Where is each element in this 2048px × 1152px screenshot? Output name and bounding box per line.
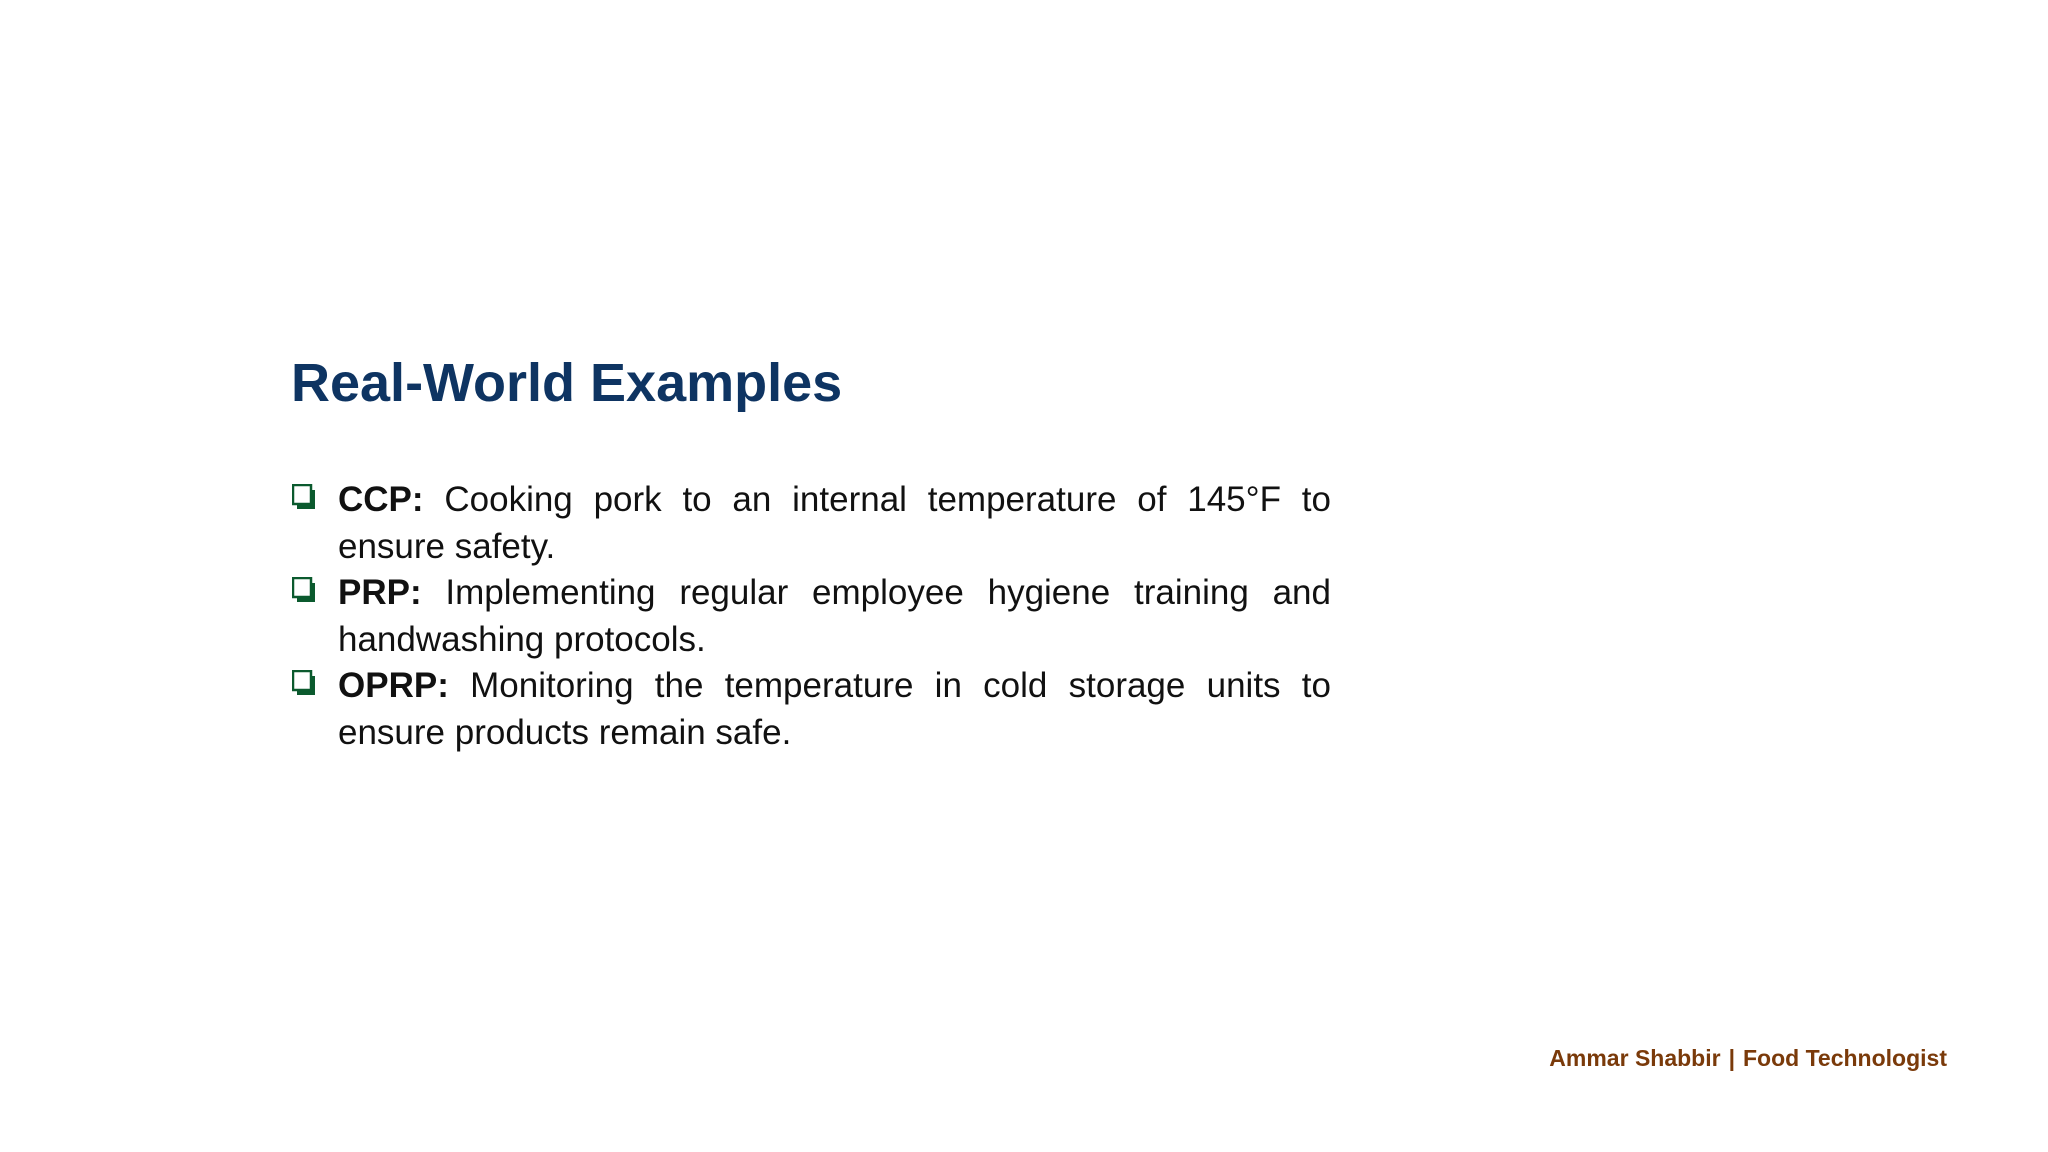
bullet-term: PRP: — [338, 573, 422, 612]
bullet-item-ccp — [291, 477, 1331, 570]
bullet-text: Implementing regular employee hygiene training and handwashing protocols. — [338, 573, 1331, 659]
bullet-item-oprp — [291, 663, 1331, 756]
checkbox-square-icon — [292, 577, 316, 603]
bullet-text: Monitoring the temperature in cold storage units to ensure products remain safe. — [338, 666, 1331, 752]
bullet-list — [291, 477, 1331, 756]
bullet-item-prp — [291, 570, 1331, 663]
footer-author-role: Food Technologist — [1743, 1045, 1947, 1071]
footer-separator: | — [1728, 1045, 1735, 1071]
bullet-term: CCP: — [338, 480, 424, 519]
footer-author-name: Ammar Shabbir — [1549, 1045, 1721, 1071]
bullet-text: Cooking pork to an internal temperature of 145°F to ensure safety. — [338, 480, 1331, 566]
checkbox-square-icon — [292, 670, 316, 696]
slide-title: Real-World Examples — [291, 353, 843, 413]
checkbox-square-icon — [292, 484, 316, 510]
footer-credit — [1549, 1045, 1947, 1072]
bullet-term: OPRP: — [338, 666, 449, 705]
